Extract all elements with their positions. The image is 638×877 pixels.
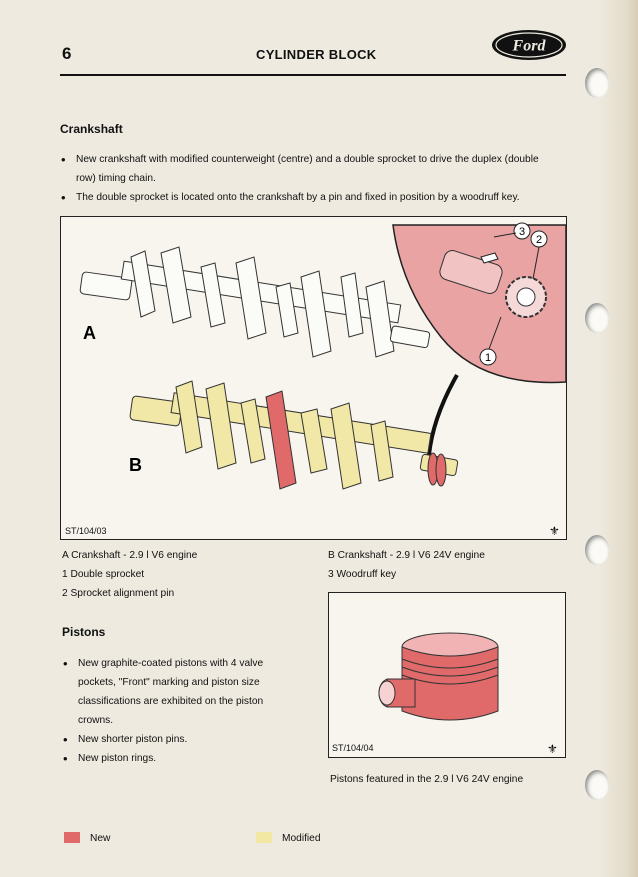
crankshaft-a: [80, 247, 430, 357]
bullet-continuation: [78, 692, 263, 712]
bullet-continuation: [76, 169, 156, 189]
bullet-text: New piston rings.: [78, 753, 157, 764]
logo-text: Ford: [512, 37, 546, 55]
figure-mark-icon: ⚜: [547, 742, 558, 756]
crankshaft-heading: Crankshaft: [60, 122, 123, 136]
crankshaft-figure: [60, 216, 567, 540]
page-edge-shadow: [598, 0, 638, 877]
binder-hole: [585, 770, 609, 800]
bullet-item: • New graphite-coated pistons with 4 valve: [63, 656, 264, 671]
legend-new-label: New: [90, 833, 111, 844]
bullet-text: row) timing chain.: [76, 173, 156, 184]
label-a: A: [83, 323, 96, 343]
legend-modified-label: Modified: [282, 833, 321, 844]
caption-line: 3 Woodruff key: [328, 569, 397, 580]
leader-arrow: [429, 375, 457, 455]
binder-hole: [585, 303, 609, 333]
figure-caption: Pistons featured in the 2.9 l V6 24V engine: [330, 774, 524, 785]
bullet-item: • New crankshaft with modified counterweight (centre) and a double sprocket to drive the duplex (double: [61, 152, 539, 167]
bullet-continuation: [78, 711, 113, 731]
label-b: B: [129, 455, 142, 475]
page-number: 6: [62, 44, 72, 63]
sprocket-bore: [517, 288, 535, 306]
pistons-heading: Pistons: [62, 625, 106, 639]
bullet-item: • New piston rings.: [63, 751, 157, 766]
binder-hole: [585, 535, 609, 565]
legend-modified-swatch: [256, 832, 272, 843]
figure-mark-icon: ⚜: [549, 524, 560, 538]
bullet-text: The double sprocket is located onto the crankshaft by a pin and fixed in position by a woodruff key.: [76, 192, 520, 203]
binder-hole: [585, 68, 609, 98]
piston-illustration: [329, 593, 565, 757]
bullet-item: • The double sprocket is located onto the crankshaft by a pin and fixed in position by a woodruff key.: [61, 190, 520, 205]
caption-line: B Crankshaft - 2.9 l V6 24V engine: [328, 550, 485, 561]
ford-logo: [490, 28, 568, 62]
counterweight-new: [266, 391, 296, 489]
crankshaft-illustration: [61, 217, 566, 539]
bullet-text: crowns.: [78, 715, 114, 726]
bullet-text: New shorter piston pins.: [78, 734, 188, 745]
page-title: CYLINDER BLOCK: [256, 47, 377, 62]
piston-figure: [328, 592, 566, 758]
caption-line: 1 Double sprocket: [62, 569, 145, 580]
bullet-item: • New shorter piston pins.: [63, 732, 188, 747]
bullet-text: classifications are exhibited on the piston: [78, 696, 264, 707]
callout-1: 1: [484, 352, 492, 364]
callout-3: 3: [518, 226, 526, 238]
bullet-text: New crankshaft with modified counterweight (centre) and a double sprocket to drive the duplex (double: [76, 154, 539, 165]
header-rule: [60, 74, 566, 76]
bullet-text: pockets, "Front" marking and piston size: [78, 677, 260, 688]
figure-code: ST/104/03: [65, 526, 107, 536]
legend-new-swatch: [64, 832, 80, 843]
figure-code: ST/104/04: [332, 743, 374, 753]
bullet-continuation: [78, 673, 260, 693]
callout-2: 2: [535, 234, 543, 246]
caption-line: 2 Sprocket alignment pin: [62, 588, 175, 599]
caption-line: A Crankshaft - 2.9 l V6 engine: [62, 550, 198, 561]
sprocket-new: [428, 453, 446, 486]
bullet-text: New graphite-coated pistons with 4 valve: [78, 658, 264, 669]
